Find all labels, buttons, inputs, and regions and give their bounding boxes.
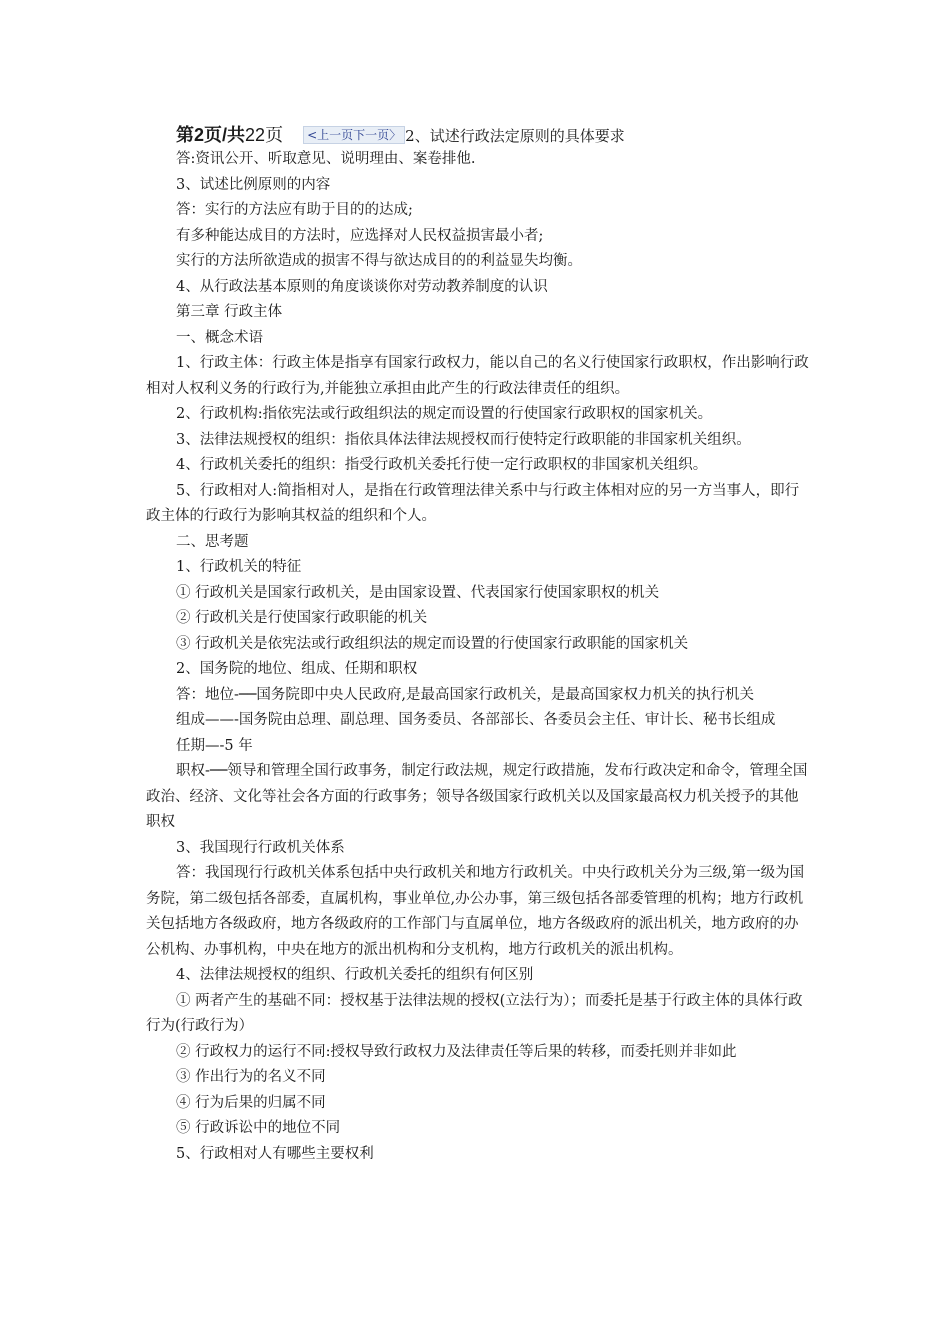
paragraph: 4、法律法规授权的组织、行政机关委托的组织有何区别 (176, 967, 534, 983)
paragraph: ① 两者产生的基础不同：授权基于法律法规的授权(立法行为）；而委托是基于行政主体的具体行政行为(行政行为） (146, 992, 803, 1034)
paragraph: ④ 行为后果的归属不同 (176, 1094, 326, 1111)
next-page-link[interactable]: 下一页 (353, 128, 390, 142)
page-nav (303, 126, 405, 144)
page-suffix: 页 (265, 125, 284, 145)
paragraph: 3、法律法规授权的组织：指依具体法律法规授权而行使特定行政职能的非国家机关组织。 (176, 431, 751, 448)
paragraph: 职权-──领导和管理全国行政事务，制定行政法规，规定行政措施，发布行政决定和命令，管理全国政治、经济、文化等社会各方面的行政事务；领导各级国家行政机关以及国家最高权力机关授予的其他职权 (146, 763, 808, 830)
chapter-heading: 第三章 行政主体 (176, 304, 283, 320)
paragraph: ① 行政机关是国家行政机关，是由国家设置、代表国家行使国家职权的机关 (176, 584, 660, 601)
paragraph: 4、行政机关委托的组织：指受行政机关委托行使一定行政职权的非国家机关组织。 (176, 457, 708, 473)
page-prefix: 第 (176, 125, 194, 145)
paragraph: ⑤ 行政诉讼中的地位不同 (176, 1120, 341, 1136)
page-mid: 页/共 (204, 125, 246, 145)
paragraph: 实行的方法所欲造成的损害不得与欲达成目的的利益显失均衡。 (176, 253, 582, 269)
paragraph: 4、从行政法基本原则的角度谈谈你对劳动教养制度的认识 (176, 278, 548, 295)
paragraph: 组成——-国务院由总理、副总理、国务委员、各部部长、各委员会主任、审计长、秘书长组成 (176, 712, 776, 728)
nav-left-bracket: < (307, 128, 318, 142)
first-line-text: 2、试述行政法定原则的具体要求 (405, 127, 625, 145)
paragraph: 3、试述比例原则的内容 (176, 176, 331, 193)
paragraph: 答：地位-──国务院即中央人民政府,是最高国家行政机关，是最高国家权力机关的执行机关 (176, 686, 754, 703)
paragraph: 1、行政机关的特征 (176, 559, 302, 575)
section-heading: 二、思考题 (176, 533, 249, 550)
prev-page-link[interactable]: 上一页 (317, 128, 354, 142)
paragraph: 2、行政机构:指依宪法或行政组织法的规定而设置的行使国家行政职权的国家机关。 (176, 406, 713, 422)
paragraph: 任期—-5 年 (176, 737, 253, 754)
page-total: 22 (245, 125, 266, 145)
paragraph: 5、行政相对人:简指相对人，是指在行政管理法律关系中与行政主体相对应的另一方当事人，即行政主体的行政行为影响其权益的组织和个人。 (146, 482, 800, 524)
document-page (146, 124, 810, 1167)
paragraph: 5、行政相对人有哪些主要权利 (176, 1145, 374, 1162)
paragraph: ③ 作出行为的名义不同 (176, 1069, 326, 1085)
header-line (146, 124, 810, 147)
paragraph: 有多种能达成目的方法时，应选择对人民权益损害最小者; (176, 227, 544, 244)
nav-right-bracket: 〉 (389, 128, 402, 142)
paragraph: 3、我国现行行政机关体系 (176, 839, 345, 856)
paragraph: ② 行政权力的运行不同:授权导致行政权力及法律责任等后果的转移，而委托则并非如此 (176, 1043, 737, 1060)
page-current: 2 (194, 125, 205, 145)
paragraph: 1、行政主体：行政主体是指享有国家行政权力，能以自己的名义行使国家行政职权，作出影响行政相对人权利义务的行政行为,并能独立承担由此产生的行政法律责任的组织。 (146, 355, 809, 397)
paragraph: 答:资讯公开、听取意见、说明理由、案卷排他. (176, 151, 476, 167)
paragraph: ② 行政机关是行使国家行政职能的机关 (176, 610, 428, 626)
paragraph: ③ 行政机关是依宪法或行政组织法的规定而设置的行使国家行政职能的国家机关 (176, 635, 689, 652)
paragraph: 2、国务院的地位、组成、任期和职权 (176, 661, 418, 677)
section-heading: 一、概念术语 (176, 329, 263, 346)
paragraph: 答：实行的方法应有助于目的的达成; (176, 202, 413, 218)
paragraph: 答：我国现行行政机关体系包括中央行政机关和地方行政机关。中央行政机关分为三级,第一级为国务院，第二级包括各部委，直属机构，事业单位,办公办事，第三级包括各部委管理的机构；地方行政机关包括地方各级政府，地方各级政府的工作部门与直属单位，地方各级政府的派出机关，地方政府的办公机构、办事机构，中央在地方的派出机构和分支机构，地方行政机关的派出机构。 (146, 865, 805, 958)
page-indicator (176, 125, 283, 145)
